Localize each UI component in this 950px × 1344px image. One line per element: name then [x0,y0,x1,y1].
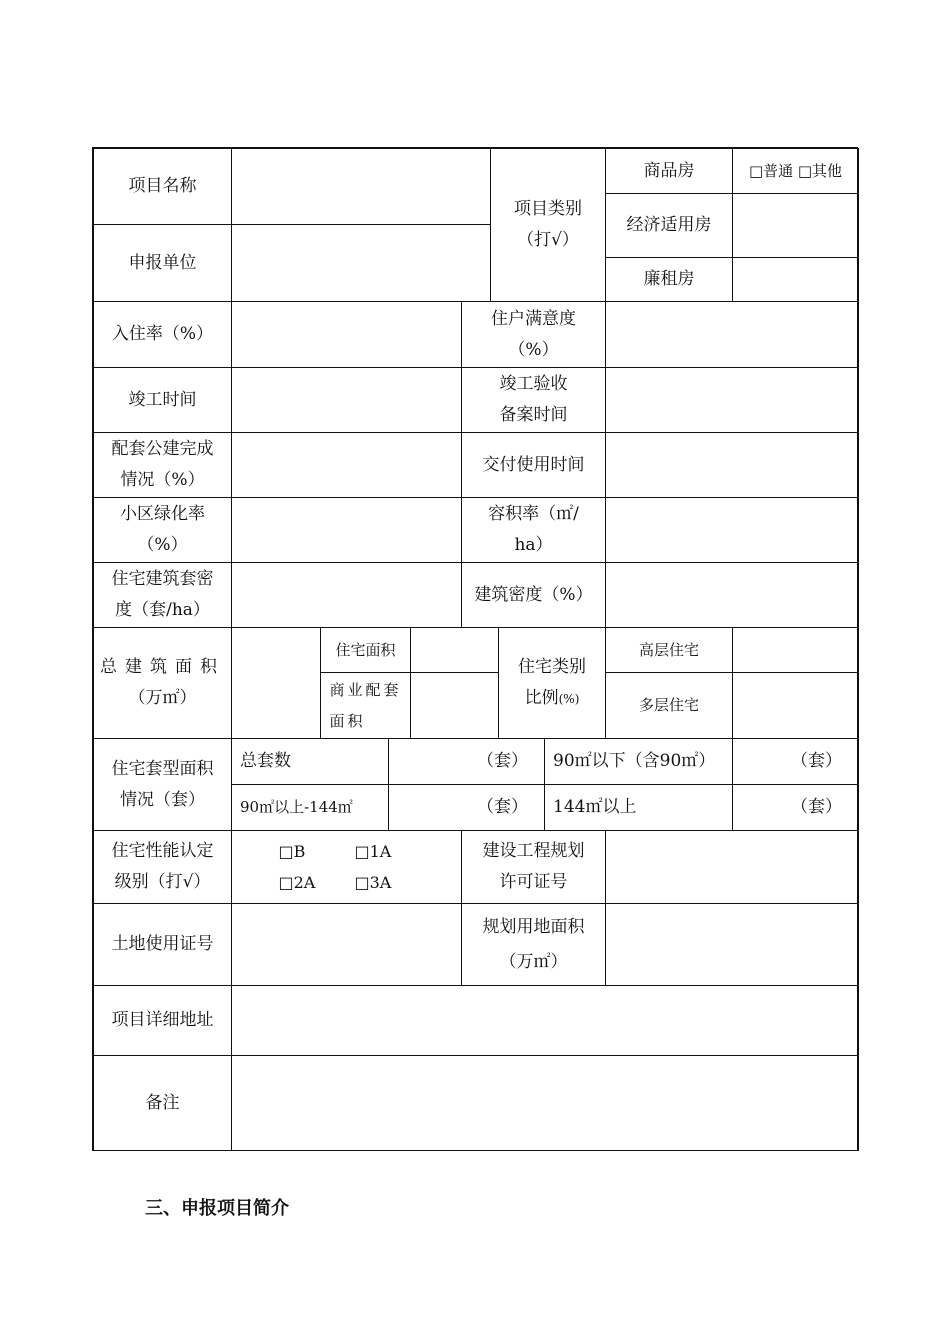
under90-input[interactable]: （套） [732,738,859,785]
building-density-input[interactable] [605,562,859,628]
land-cert-input[interactable] [231,903,462,986]
far-label: 容积率（㎡/ ha） [461,497,606,563]
total-area-input[interactable] [231,627,321,739]
delivery-time-label: 交付使用时间 [461,432,606,498]
residential-area-label: 住宅面积 [320,627,411,673]
facilities-label: 配套公建完成 情况（%） [93,432,232,498]
performance-options [231,830,462,904]
greening-input[interactable] [231,497,462,563]
remarks-input[interactable] [231,1055,859,1151]
perf-option-3a[interactable]: □3A [354,873,392,892]
highrise-input[interactable] [732,627,859,673]
occupancy-label: 入住率（%） [93,301,232,368]
over144-input[interactable]: （套） [732,784,859,831]
multistory-label: 多层住宅 [605,672,733,739]
permit-input[interactable] [605,830,859,904]
satisfaction-label: 住户满意度 （%） [461,301,606,368]
completion-time-input[interactable] [231,367,462,433]
acceptance-input[interactable] [605,367,859,433]
category-label: 项目类别 （打√） [490,148,606,302]
land-area-label: 规划用地面积 （万㎡） [461,903,606,986]
land-cert-label: 土地使用证号 [93,903,232,986]
affordable-housing-label: 经济适用房 [605,193,733,258]
section-heading: 三、申报项目简介 [145,1198,289,1219]
occupancy-input[interactable] [231,301,462,368]
facilities-input[interactable] [231,432,462,498]
total-units-input[interactable]: （套） [388,738,545,785]
unit-type-label: 住宅套型面积 情况（套） [93,738,232,831]
lowrent-housing-label: 廉租房 [605,257,733,302]
over144-label: 144㎡以上 [544,784,733,831]
project-name-label: 项目名称 [93,148,232,225]
performance-label: 住宅性能认定 级别（打√） [93,830,232,904]
completion-time-label: 竣工时间 [93,367,232,433]
unit-density-label: 住宅建筑套密 度（套/ha） [93,562,232,628]
unit-density-input[interactable] [231,562,462,628]
between-input[interactable]: （套） [388,784,545,831]
building-density-label: 建筑密度（%） [461,562,606,628]
perf-option-2a[interactable]: □2A [278,873,316,892]
applicant-input[interactable] [231,224,491,302]
application-form [92,147,858,1151]
remarks-label: 备注 [93,1055,232,1151]
commercial-options[interactable]: □普通 □其他 [732,148,859,194]
delivery-time-input[interactable] [605,432,859,498]
under90-label: 90㎡以下（含90㎡） [544,738,733,785]
address-label: 项目详细地址 [93,985,232,1056]
far-input[interactable] [605,497,859,563]
acceptance-label: 竣工验收 备案时间 [461,367,606,433]
satisfaction-input[interactable] [605,301,859,368]
perf-option-b[interactable]: □B [278,842,306,861]
permit-label: 建设工程规划 许可证号 [461,830,606,904]
address-input[interactable] [231,985,859,1056]
total-units-label: 总套数 [231,738,389,785]
perf-option-1a[interactable]: □1A [354,842,392,861]
project-name-input[interactable] [231,148,491,225]
affordable-housing-input[interactable] [732,193,859,258]
residential-area-input[interactable] [410,627,499,673]
highrise-label: 高层住宅 [605,627,733,673]
commercial-housing-label: 商品房 [605,148,733,194]
land-area-input[interactable] [605,903,859,986]
commercial-area-label: 商业配套 面积 [320,672,411,739]
total-area-label: 总建筑面积 （万㎡） [93,627,232,739]
multistory-input[interactable] [732,672,859,739]
commercial-area-input[interactable] [410,672,499,739]
greening-label: 小区绿化率 （%） [93,497,232,563]
applicant-label: 申报单位 [93,224,232,302]
between-label: 90㎡以上-144㎡ [231,784,389,831]
lowrent-housing-input[interactable] [732,257,859,302]
housing-type-label: 住宅类别 比例(%) [498,627,606,739]
